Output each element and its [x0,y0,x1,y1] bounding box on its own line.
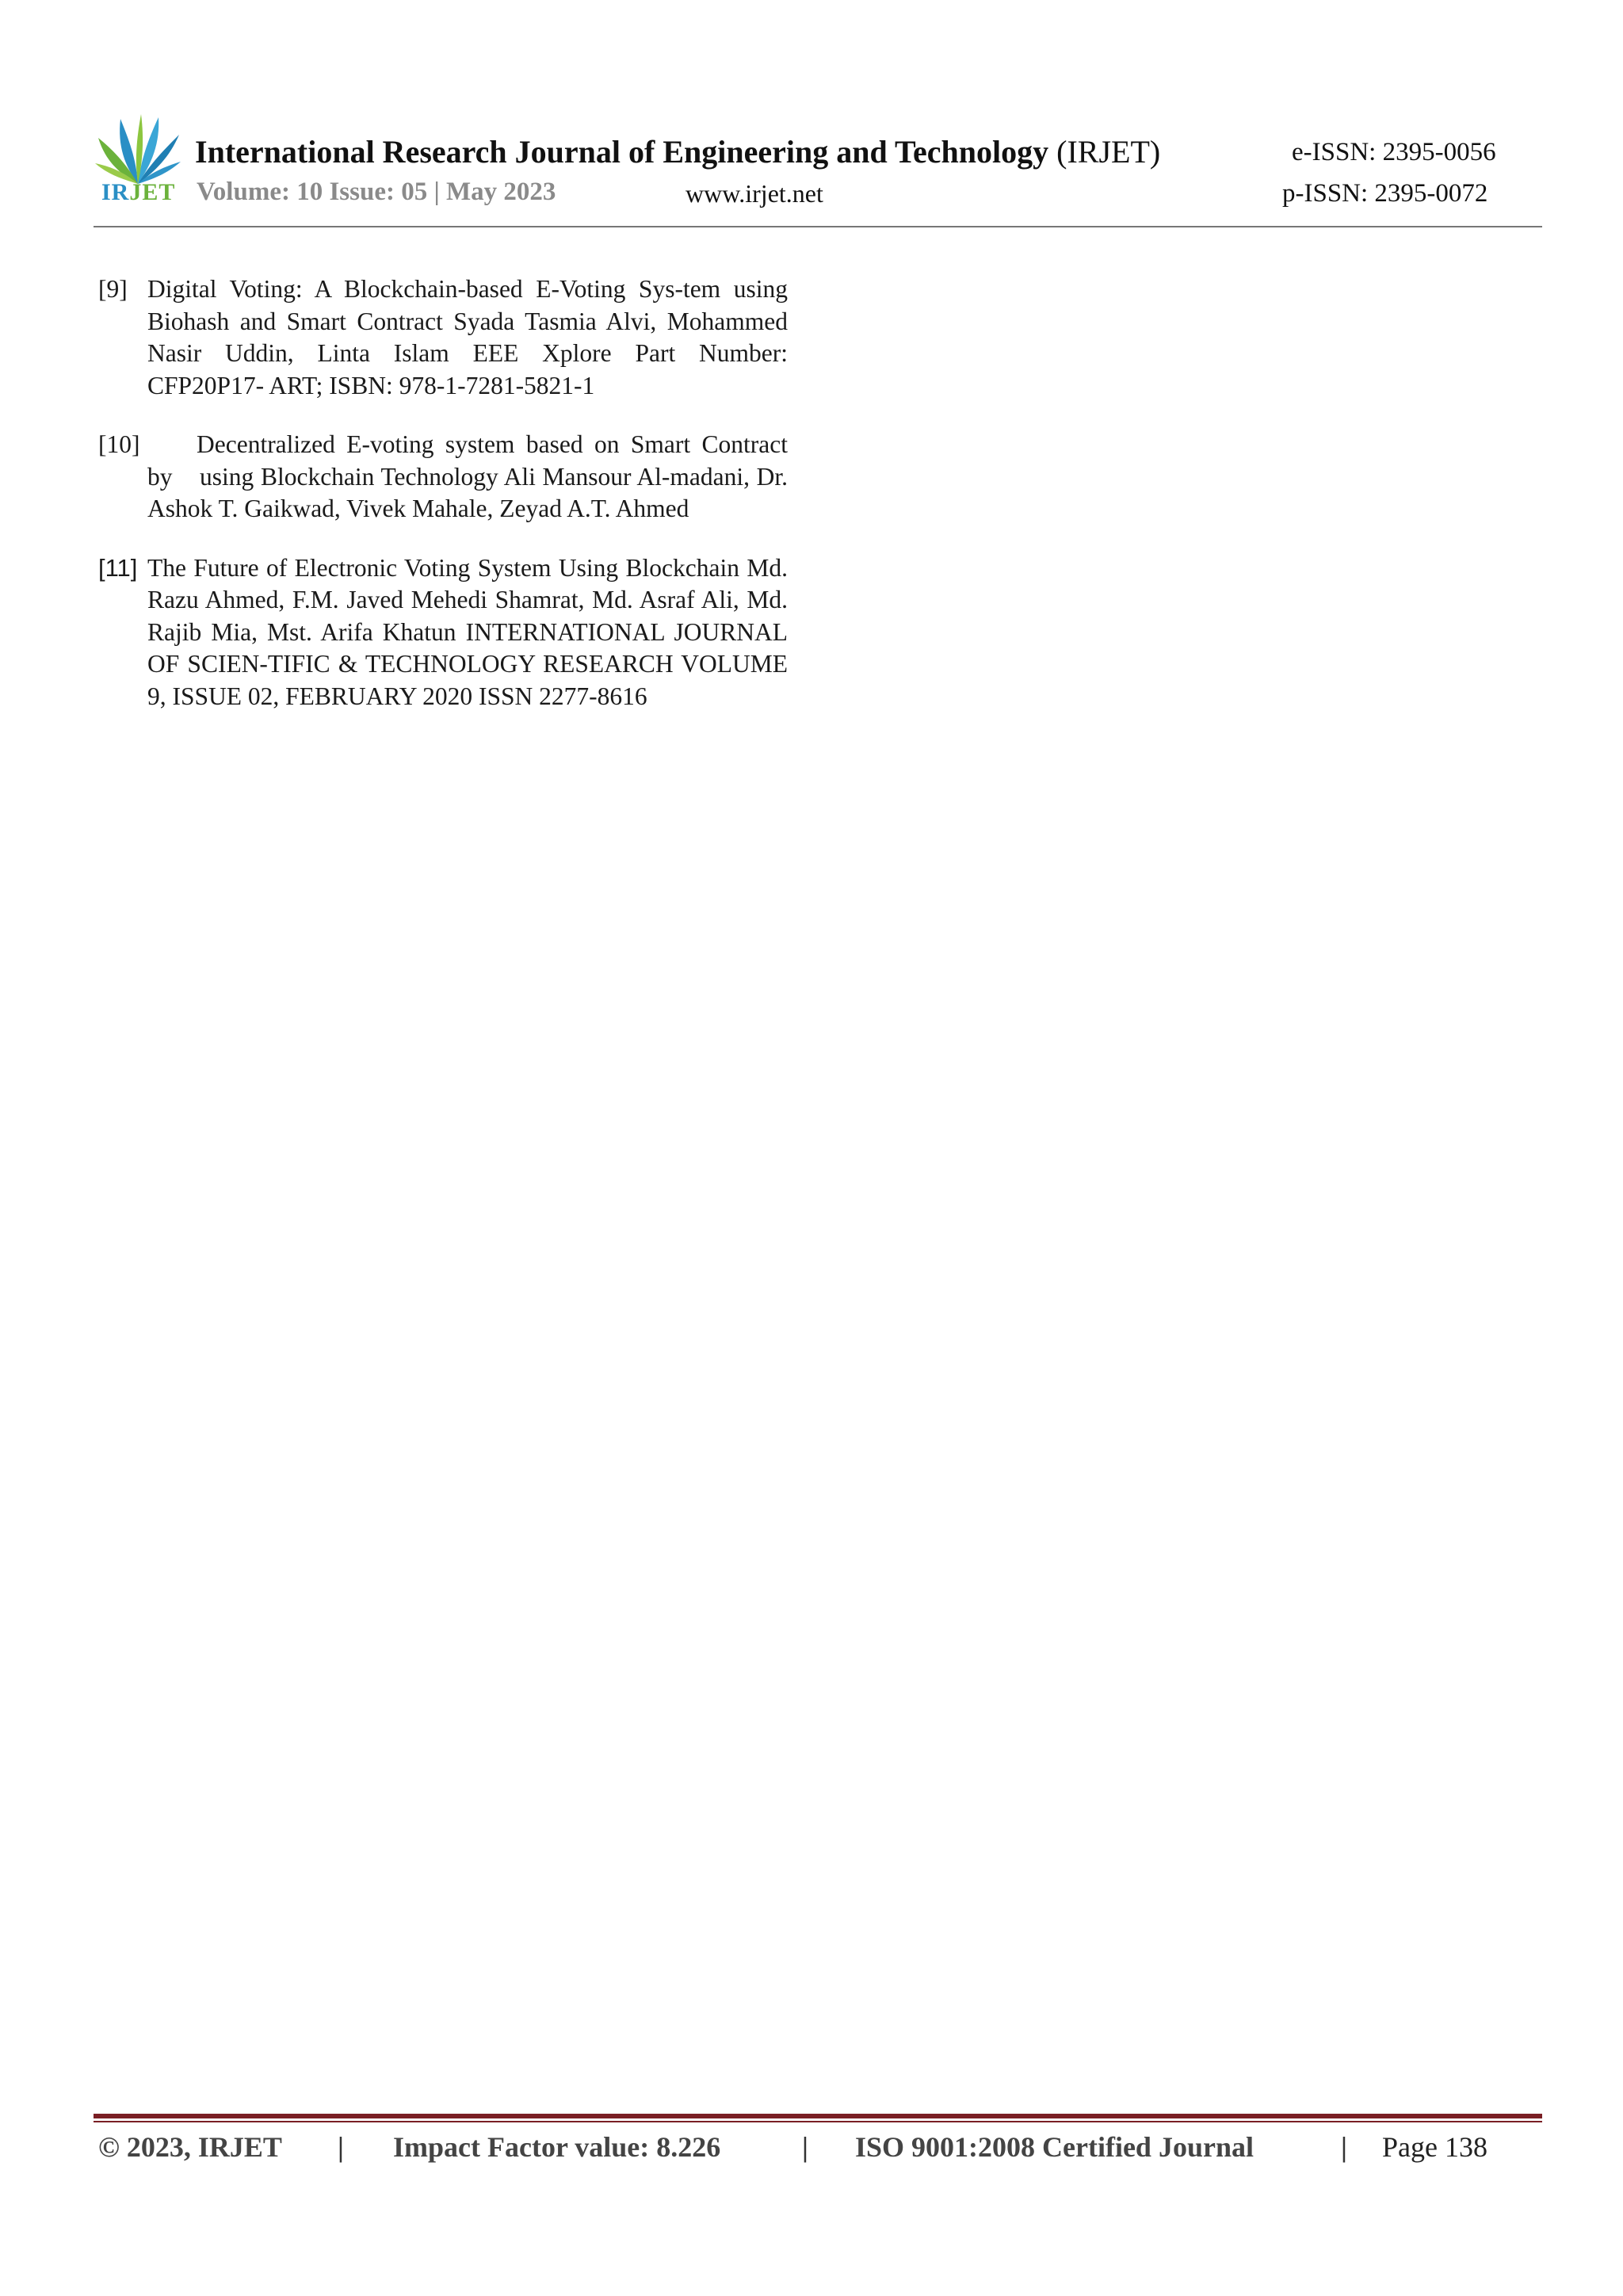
footer-page-number: Page 138 [1382,2131,1487,2163]
pissn: p-ISSN: 2395-0072 [1282,179,1488,208]
page-header [94,111,1544,230]
reference-item [98,552,788,713]
footer-divider-thick [94,2114,1542,2118]
reference-number: [9] [98,275,128,303]
reference-item [98,429,788,525]
footer-copyright: © 2023, IRJET [98,2131,282,2163]
footer-divider-thin [94,2121,1542,2122]
journal-title [195,133,1160,170]
reference-text: Decentralized E-voting system based on Smart Contract by using Blockchain Technology Ali Mansour Al-madani, Dr. Ashok T. Gaikwad, Vivek Mahale, Zeyad A.T. Ahmed [147,430,788,522]
footer-separator: | [1341,2131,1347,2163]
irjet-logo [94,111,182,214]
logo-text-jet: JET [129,179,176,205]
references-list [98,273,788,739]
journal-website: www.irjet.net [685,179,823,208]
reference-text: The Future of Electronic Voting System Using Blockchain Md. Razu Ahmed, F.M. Javed Mehedi Shamrat, Md. Asraf Ali, Md. Rajib Mia, Mst. Arifa Khatun INTERNATIONAL JOURNAL OF SCIEN-TIFIC & TECHNOLOGY RESEARCH VOLUME 9, ISSUE 02, FEBRUARY 2020 ISSN 2277-8616 [147,553,788,710]
journal-name: International Research Journal of Engineering and Technology [195,134,1049,170]
logo-text-ir: IR [101,179,130,205]
logo-wordmark [101,179,175,206]
volume-issue: Volume: 10 Issue: 05 | May 2023 [197,178,556,206]
reference-number: [10] [98,430,140,458]
irjet-logo-icon [94,111,182,187]
eissn: e-ISSN: 2395-0056 [1292,138,1496,166]
reference-item [98,273,788,402]
journal-abbreviation: (IRJET) [1056,134,1161,170]
reference-number: [11] [98,553,138,582]
footer-separator: | [338,2131,344,2163]
header-divider [94,226,1542,227]
footer-iso-certification: ISO 9001:2008 Certified Journal [855,2131,1254,2163]
footer-impact-factor: Impact Factor value: 8.226 [393,2131,721,2163]
reference-text: Digital Voting: A Blockchain-based E-Voting Sys-tem using Biohash and Smart Contract Syada Tasmia Alvi, Mohammed Nasir Uddin, Linta Islam EEE Xplore Part Number: CFP20P17- ART; ISBN: 978-1-7281-5821-1 [147,275,788,399]
footer-separator: | [802,2131,808,2163]
